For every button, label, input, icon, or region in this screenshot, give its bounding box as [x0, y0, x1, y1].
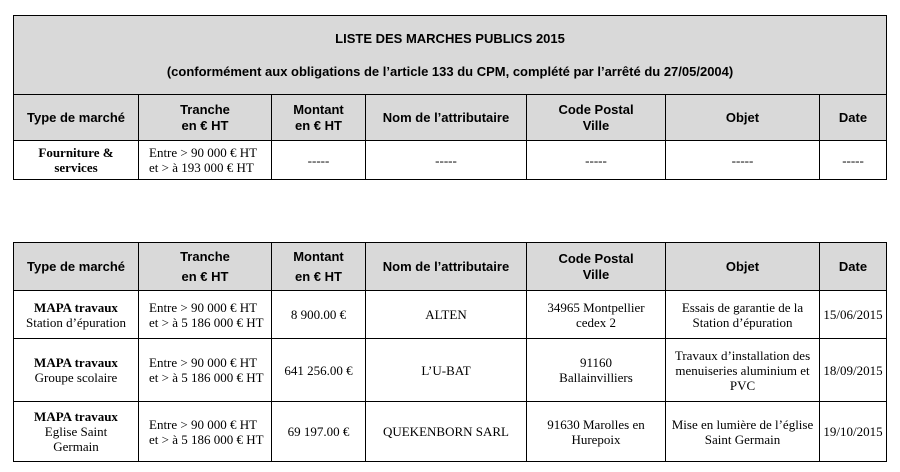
cell-date: -----: [820, 141, 887, 180]
marches-table-travaux: [13, 242, 887, 462]
cell-nom: QUEKENBORN SARL: [366, 402, 527, 462]
cell-montant: -----: [272, 141, 366, 180]
cell-nom: -----: [366, 141, 527, 180]
header-tranche: Tranche en € HT: [139, 243, 272, 291]
table-header-row: [14, 243, 887, 291]
table-row: [14, 402, 887, 462]
marches-table-fournitures: [13, 15, 887, 180]
header-type: Type de marché: [14, 95, 139, 141]
cell-date: 19/10/2015: [820, 402, 887, 462]
cell-nom: L’U-BAT: [366, 339, 527, 402]
cell-tranche: Entre > 90 000 € HT et > à 5 186 000 € HT: [139, 339, 272, 402]
header-montant: Montant en € HT: [272, 243, 366, 291]
header-code-postal: Code Postal Ville: [527, 95, 666, 141]
cell-code-postal: 91160 Ballainvilliers: [527, 339, 666, 402]
header-objet: Objet: [666, 243, 820, 291]
table-title-cell: [14, 16, 887, 95]
header-nom: Nom de l’attributaire: [366, 95, 527, 141]
cell-type: MAPA travaux Station d’épuration: [14, 291, 139, 339]
cell-type: MAPA travaux Groupe scolaire: [14, 339, 139, 402]
header-montant: Montant en € HT: [272, 95, 366, 141]
cell-type: Fourniture & services: [14, 141, 139, 180]
cell-tranche: Entre > 90 000 € HT et > à 5 186 000 € HT: [139, 291, 272, 339]
header-date: Date: [820, 243, 887, 291]
table-header-row: [14, 95, 887, 141]
header-nom: Nom de l’attributaire: [366, 243, 527, 291]
page-subtitle: (conformément aux obligations de l’article 133 du CPM, complété par l’arrêté du 27/05/2004): [166, 64, 734, 79]
cell-code-postal: 34965 Montpellier cedex 2: [527, 291, 666, 339]
cell-date: 15/06/2015: [820, 291, 887, 339]
cell-code-postal: 91630 Marolles en Hurepoix: [527, 402, 666, 462]
cell-nom: ALTEN: [366, 291, 527, 339]
page-title: LISTE DES MARCHES PUBLICS 2015: [335, 31, 565, 46]
header-code-postal: Code Postal Ville: [527, 243, 666, 291]
cell-objet: Essais de garantie de la Station d’épuration: [666, 291, 820, 339]
cell-montant: 641 256.00 €: [272, 339, 366, 402]
cell-montant: 69 197.00 €: [272, 402, 366, 462]
cell-objet: Mise en lumière de l’église Saint Germain: [666, 402, 820, 462]
cell-type: MAPA travaux Eglise Saint Germain: [14, 402, 139, 462]
header-objet: Objet: [666, 95, 820, 141]
header-date: Date: [820, 95, 887, 141]
table-row: [14, 141, 887, 180]
cell-tranche: Entre > 90 000 € HT et > à 5 186 000 € HT: [139, 402, 272, 462]
table-row: [14, 291, 887, 339]
cell-objet: -----: [666, 141, 820, 180]
cell-date: 18/09/2015: [820, 339, 887, 402]
cell-montant: 8 900.00 €: [272, 291, 366, 339]
cell-objet: Travaux d’installation des menuiseries aluminium et PVC: [666, 339, 820, 402]
cell-code-postal: -----: [527, 141, 666, 180]
header-type: Type de marché: [14, 243, 139, 291]
table-row: [14, 339, 887, 402]
cell-tranche: Entre > 90 000 € HT et > à 193 000 € HT: [139, 141, 272, 180]
header-tranche: Tranche en € HT: [139, 95, 272, 141]
